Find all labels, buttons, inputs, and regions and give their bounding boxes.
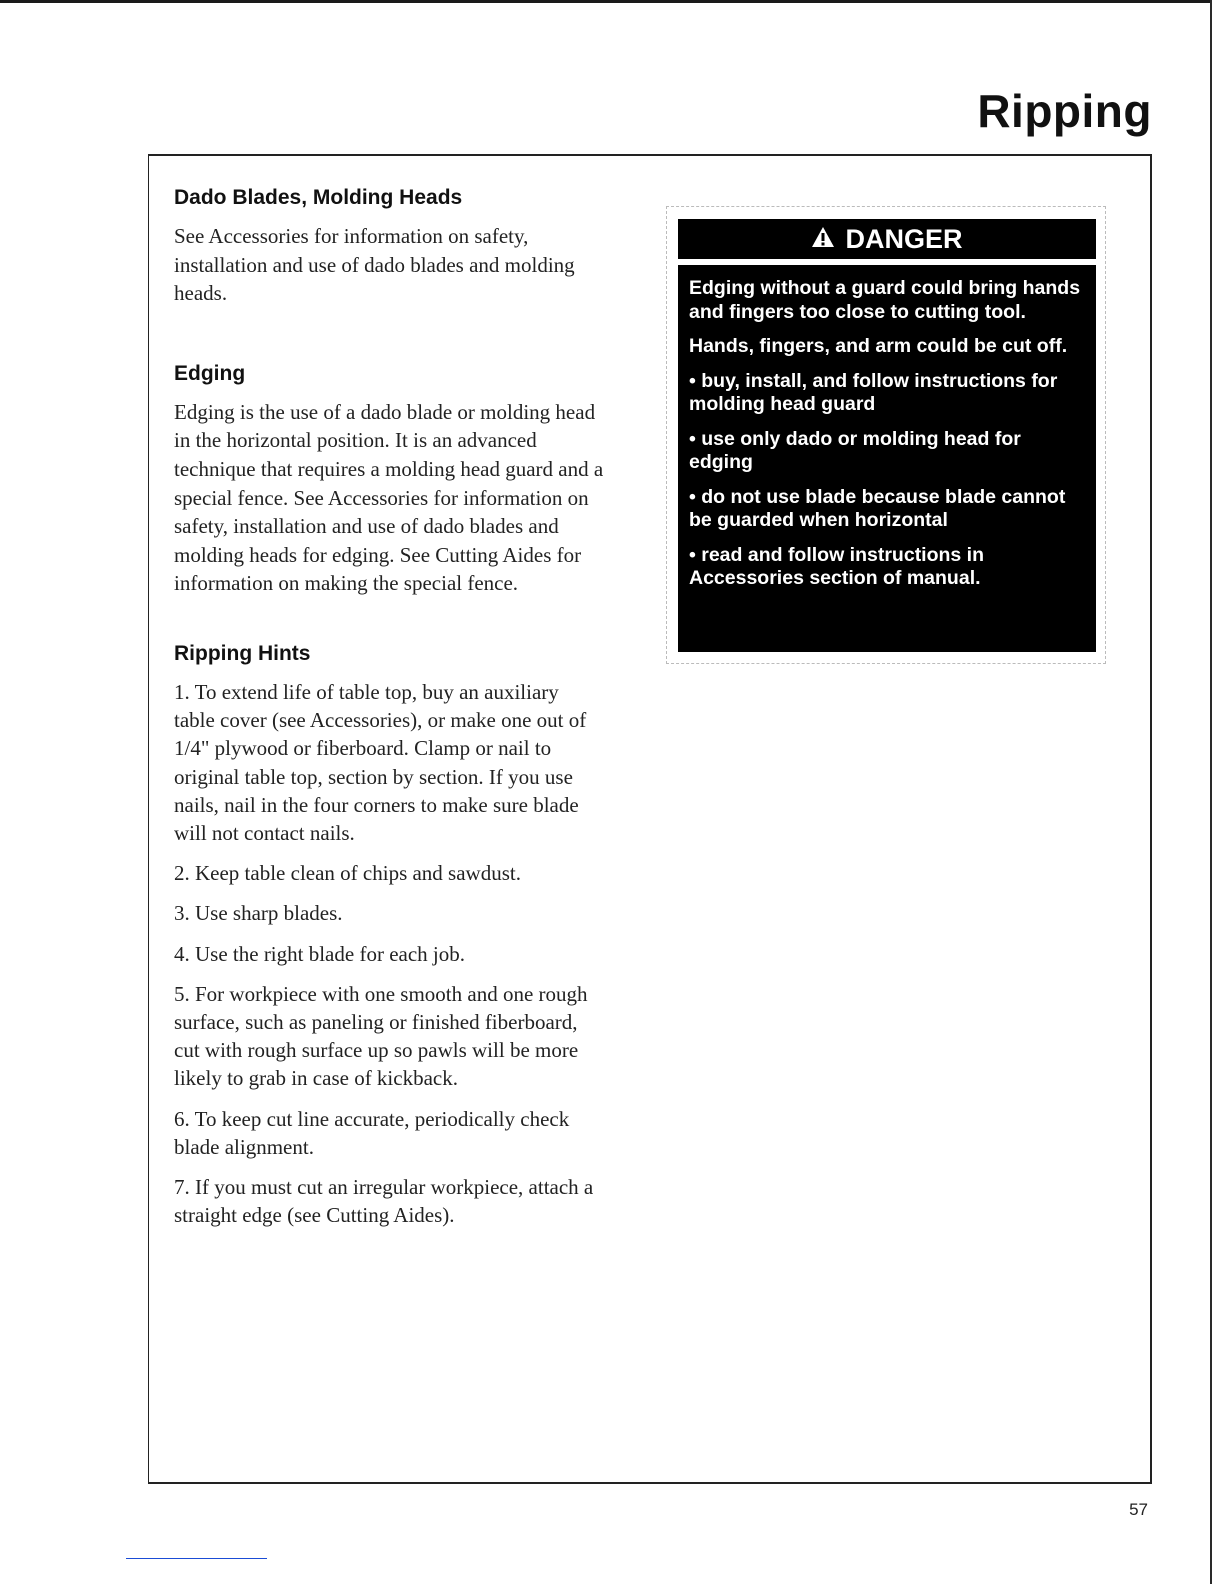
hint-item: 4. Use the right blade for each job. <box>174 941 465 966</box>
section-heading-edging: Edging <box>174 361 246 385</box>
danger-line: Hands, fingers, and arm could be cut off. <box>689 335 1068 357</box>
danger-line: • do not use blade because blade cannot be guarded when horizontal <box>689 485 1066 531</box>
top-border-rule <box>0 0 1212 3</box>
section-text-dado: See Accessories for information on safety, installation and use of dado blades and molding heads. <box>174 224 575 306</box>
danger-header <box>678 219 1096 259</box>
page-title: Ripping <box>977 85 1152 137</box>
left-column <box>174 186 604 1273</box>
hint-item: 7. If you must cut an irregular workpiece, attach a straight edge (see Cutting Aides). <box>174 1174 594 1228</box>
page-number: 57 <box>1129 1500 1148 1519</box>
danger-header-label: DANGER <box>845 223 963 254</box>
danger-line: • buy, install, and follow instructions for molding head guard <box>689 369 1058 415</box>
hint-item: 1. To extend life of table top, buy an auxiliary table cover (see Accessories), or make one out of 1/4" plywood or fiberboard. Clamp or nail to original table top, section by section. If you use nails, nail in the four corners to make sure blade will not contact nails. <box>174 679 587 845</box>
hint-item: 6. To keep cut line accurate, periodically check blade alignment. <box>174 1106 570 1159</box>
section-text-edging: Edging is the use of a dado blade or molding head in the horizontal position. It is an advanced technique that requires a molding head guard and a special fence. See Accessories for information on safety, installation and use of dado blades and molding heads for edging. See Cutting Aides for information on making the special fence. <box>174 399 604 596</box>
hint-item: 2. Keep table clean of chips and sawdust. <box>174 861 521 886</box>
warning-triangle-icon <box>811 224 835 255</box>
danger-line: Edging without a guard could bring hands and fingers too close to cutting tool. <box>689 277 1081 323</box>
danger-line: • use only dado or molding head for edging <box>689 427 1021 473</box>
hint-item: 3. Use sharp blades. <box>174 901 343 926</box>
section-ripping-hints <box>174 642 604 1229</box>
danger-body <box>678 265 1096 652</box>
danger-line: • read and follow instructions in Accessories section of manual. <box>689 543 985 589</box>
right-border-rule <box>1210 0 1212 1584</box>
section-heading-hints: Ripping Hints <box>174 641 311 665</box>
bottom-link-rule <box>126 1558 267 1559</box>
hint-item: 5. For workpiece with one smooth and one rough surface, such as paneling or finished fiberboard, cut with rough surface up so pawls will be more likely to grab in case of kickback. <box>174 981 588 1091</box>
section-heading-dado: Dado Blades, Molding Heads <box>174 186 463 209</box>
section-edging <box>174 362 604 598</box>
section-dado-blades <box>174 186 604 308</box>
